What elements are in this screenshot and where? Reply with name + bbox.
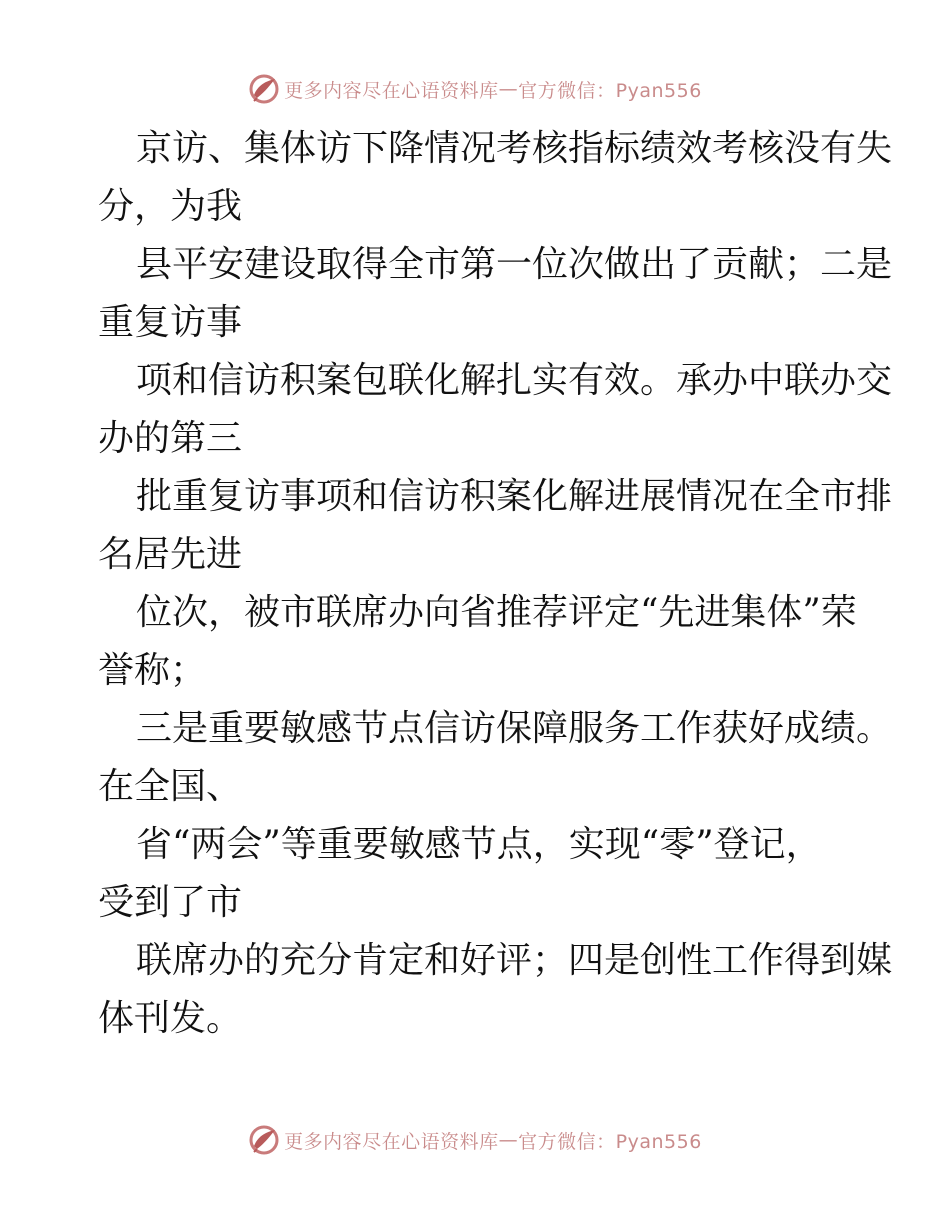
text-line: 省“两会”等重要敏感节点，实现“零”登记， <box>136 824 822 865</box>
text-line: 三是重要敏感节点信访保障服务工作获好成绩。 <box>136 708 893 749</box>
text-line: 联席办的充分肯定和好评；四是创性工作得到媒 <box>136 940 893 981</box>
text-line: 分，为我 <box>98 186 243 227</box>
text-line: 办的第三 <box>98 418 243 459</box>
text-line: 受到了市 <box>98 882 243 923</box>
text-line: 县平安建设取得全市第一位次做出了贡献；二是 <box>136 244 893 285</box>
text-line: 体刊发。 <box>98 998 243 1039</box>
text-line: 重复访事 <box>98 302 243 343</box>
footer-watermark <box>0 1123 950 1157</box>
watermark-wechat-text: 官方微信：Pyan556 <box>518 79 702 102</box>
text-line: 项和信访积案包联化解扎实有效。承办中联办交 <box>136 360 893 401</box>
text-line: 誉称； <box>98 650 207 691</box>
watermark-wechat-text: 官方微信：Pyan556 <box>518 1130 702 1153</box>
watermark-site-text: 更多内容尽在心语资料库 <box>284 1130 499 1153</box>
logo-pen-icon <box>248 1124 280 1156</box>
header-watermark <box>0 72 950 106</box>
text-line: 位次，被市联席办向省推荐评定“先进集体”荣 <box>136 592 857 633</box>
text-line: 京访、集体访下降情况考核指标绩效考核没有失 <box>136 128 893 169</box>
text-line: 在全国、 <box>98 766 243 807</box>
watermark-dash: — <box>498 1129 519 1151</box>
watermark-site-text: 更多内容尽在心语资料库 <box>284 79 499 102</box>
logo-pen-icon <box>248 73 280 105</box>
text-line: 批重复访事项和信访积案化解进展情况在全市排 <box>136 476 893 517</box>
watermark-dash: — <box>498 78 519 100</box>
text-line: 名居先进 <box>98 534 243 575</box>
document-body <box>98 120 893 1048</box>
